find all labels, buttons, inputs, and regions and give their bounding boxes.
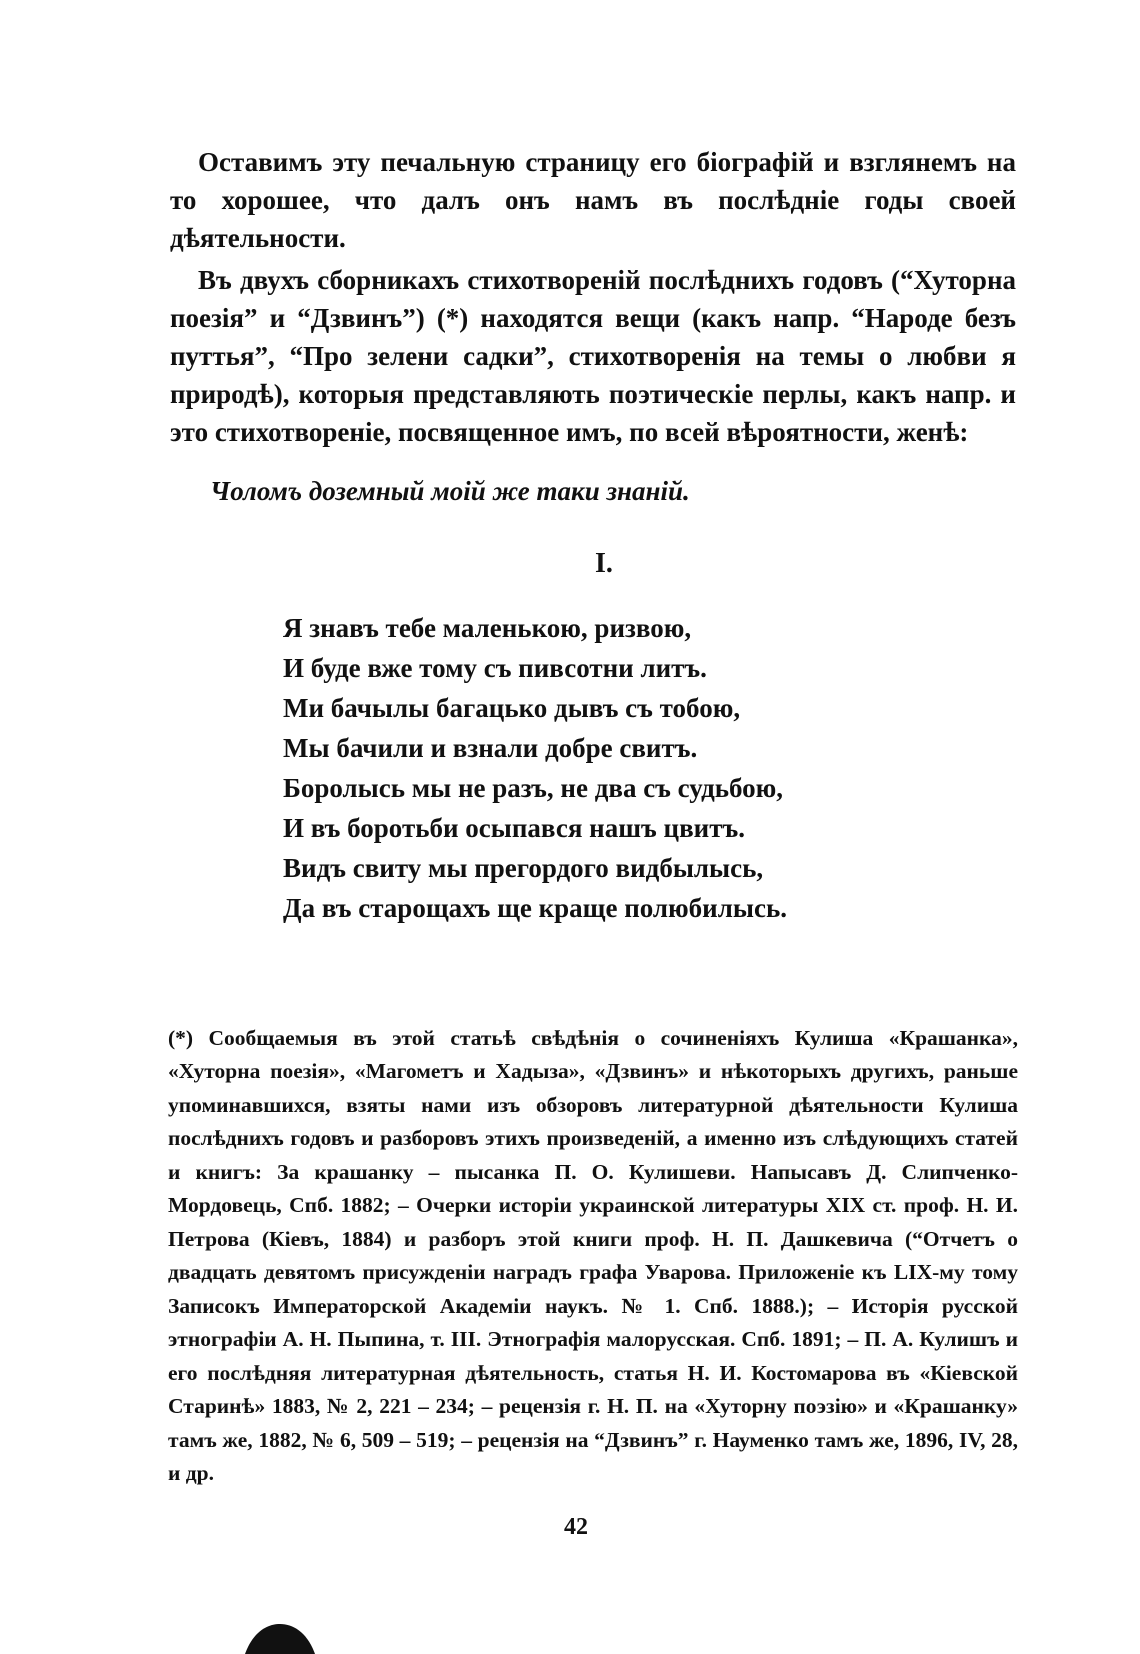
poem-line: Мы бачили и взнали добре свитъ. [283, 733, 698, 763]
poem-line: Боролысь мы не разъ, не два съ судьбою, [283, 773, 784, 803]
poem-section-numeral: I. [595, 548, 613, 579]
body-paragraph-2: Въ двухъ сборникахъ стихотвореній послѣднихъ годовъ (“Хуторна поезія” и “Дзвинъ”) (*) находятся вещи (какъ напр. “Народе безъ путтья”, “Про зелени садки”, стихотворенія на темы о любви я природѣ), которыя представляють поэтическіе перлы, какъ напр. и это стихотвореніе, посвященное имъ, по всей вѣроятности, женѣ: [170, 265, 1016, 447]
footnote: (*) Сообщаемыя въ этой статьѣ свѣдѣнія о сочиненіяхъ Кулиша «Крашанка», «Хуторна поезія», «Магометъ и Хадыза», «Дзвинъ» и нѣкоторыхъ другихъ, раньше упоминавшихся, взяты нами изъ обзоровъ литературной дѣятельности Кулиша послѣднихъ годовъ и разборовъ этихъ произведеній, а именно изъ слѣдующихъ статей и книгъ: За крашанку – пысанка П. О. Кулишеви. Напысавъ Д. Слипченко-Мордовець, Спб. 1882; – Очерки исторіи украинской литературы XIX ст. проф. Н. И. Петрова (Кіевъ, 1884) и разборъ этой книги проф. Н. П. Дашкевича (“Отчетъ о двадцать девятомъ присужденіи наградъ графа Уварова. Приложеніе къ LIX-му тому Записокъ Императорской Академіи наукъ. № 1. Спб. 1888.); – Исторія русской этнографіи А. Н. Пыпина, т. III. Этнографія малорусская. Спб. 1891; – П. А. Кулишъ и его послѣдняя литературная дѣятельность, статья Н. И. Костомарова въ «Кіевской Старинѣ» 1883, № 2, 221 – 234; – рецензія г. Н. П. на «Хуторну поэзію» и «Крашанку» тамъ же, 1882, № 6, 509 – 519; – рецензія на “Дзвинъ” г. Науменко тамъ же, 1896, IV, 28, и др. [168, 1025, 1018, 1485]
ink-blot-shape [245, 1624, 315, 1654]
poem [283, 608, 787, 928]
ink-blot-mark [245, 1622, 315, 1654]
poem-line: Ми бачылы багацько дывъ съ тобою, [283, 693, 741, 723]
poem-line: Да въ старощахъ ще краще полюбилысь. [283, 893, 787, 923]
poem-line: Я знавъ тебе маленькою, ризвою, [283, 613, 692, 643]
page-number: 42 [564, 1514, 588, 1540]
epigraph: Чоломъ доземный моій же таки знаній. [210, 476, 690, 506]
body-paragraph-1: Оставимъ эту печальную страницу его біографій и взглянемъ на то хорошее, что далъ онъ намъ въ послѣдніе годы своей дѣятельности. [170, 147, 1016, 253]
poem-line: Видъ свиту мы прегордого видбылысь, [283, 853, 764, 883]
poem-line: И буде вже тому съ пивсотни литъ. [283, 653, 707, 683]
poem-line: И въ боротьби осыпався нашъ цвитъ. [283, 813, 745, 843]
